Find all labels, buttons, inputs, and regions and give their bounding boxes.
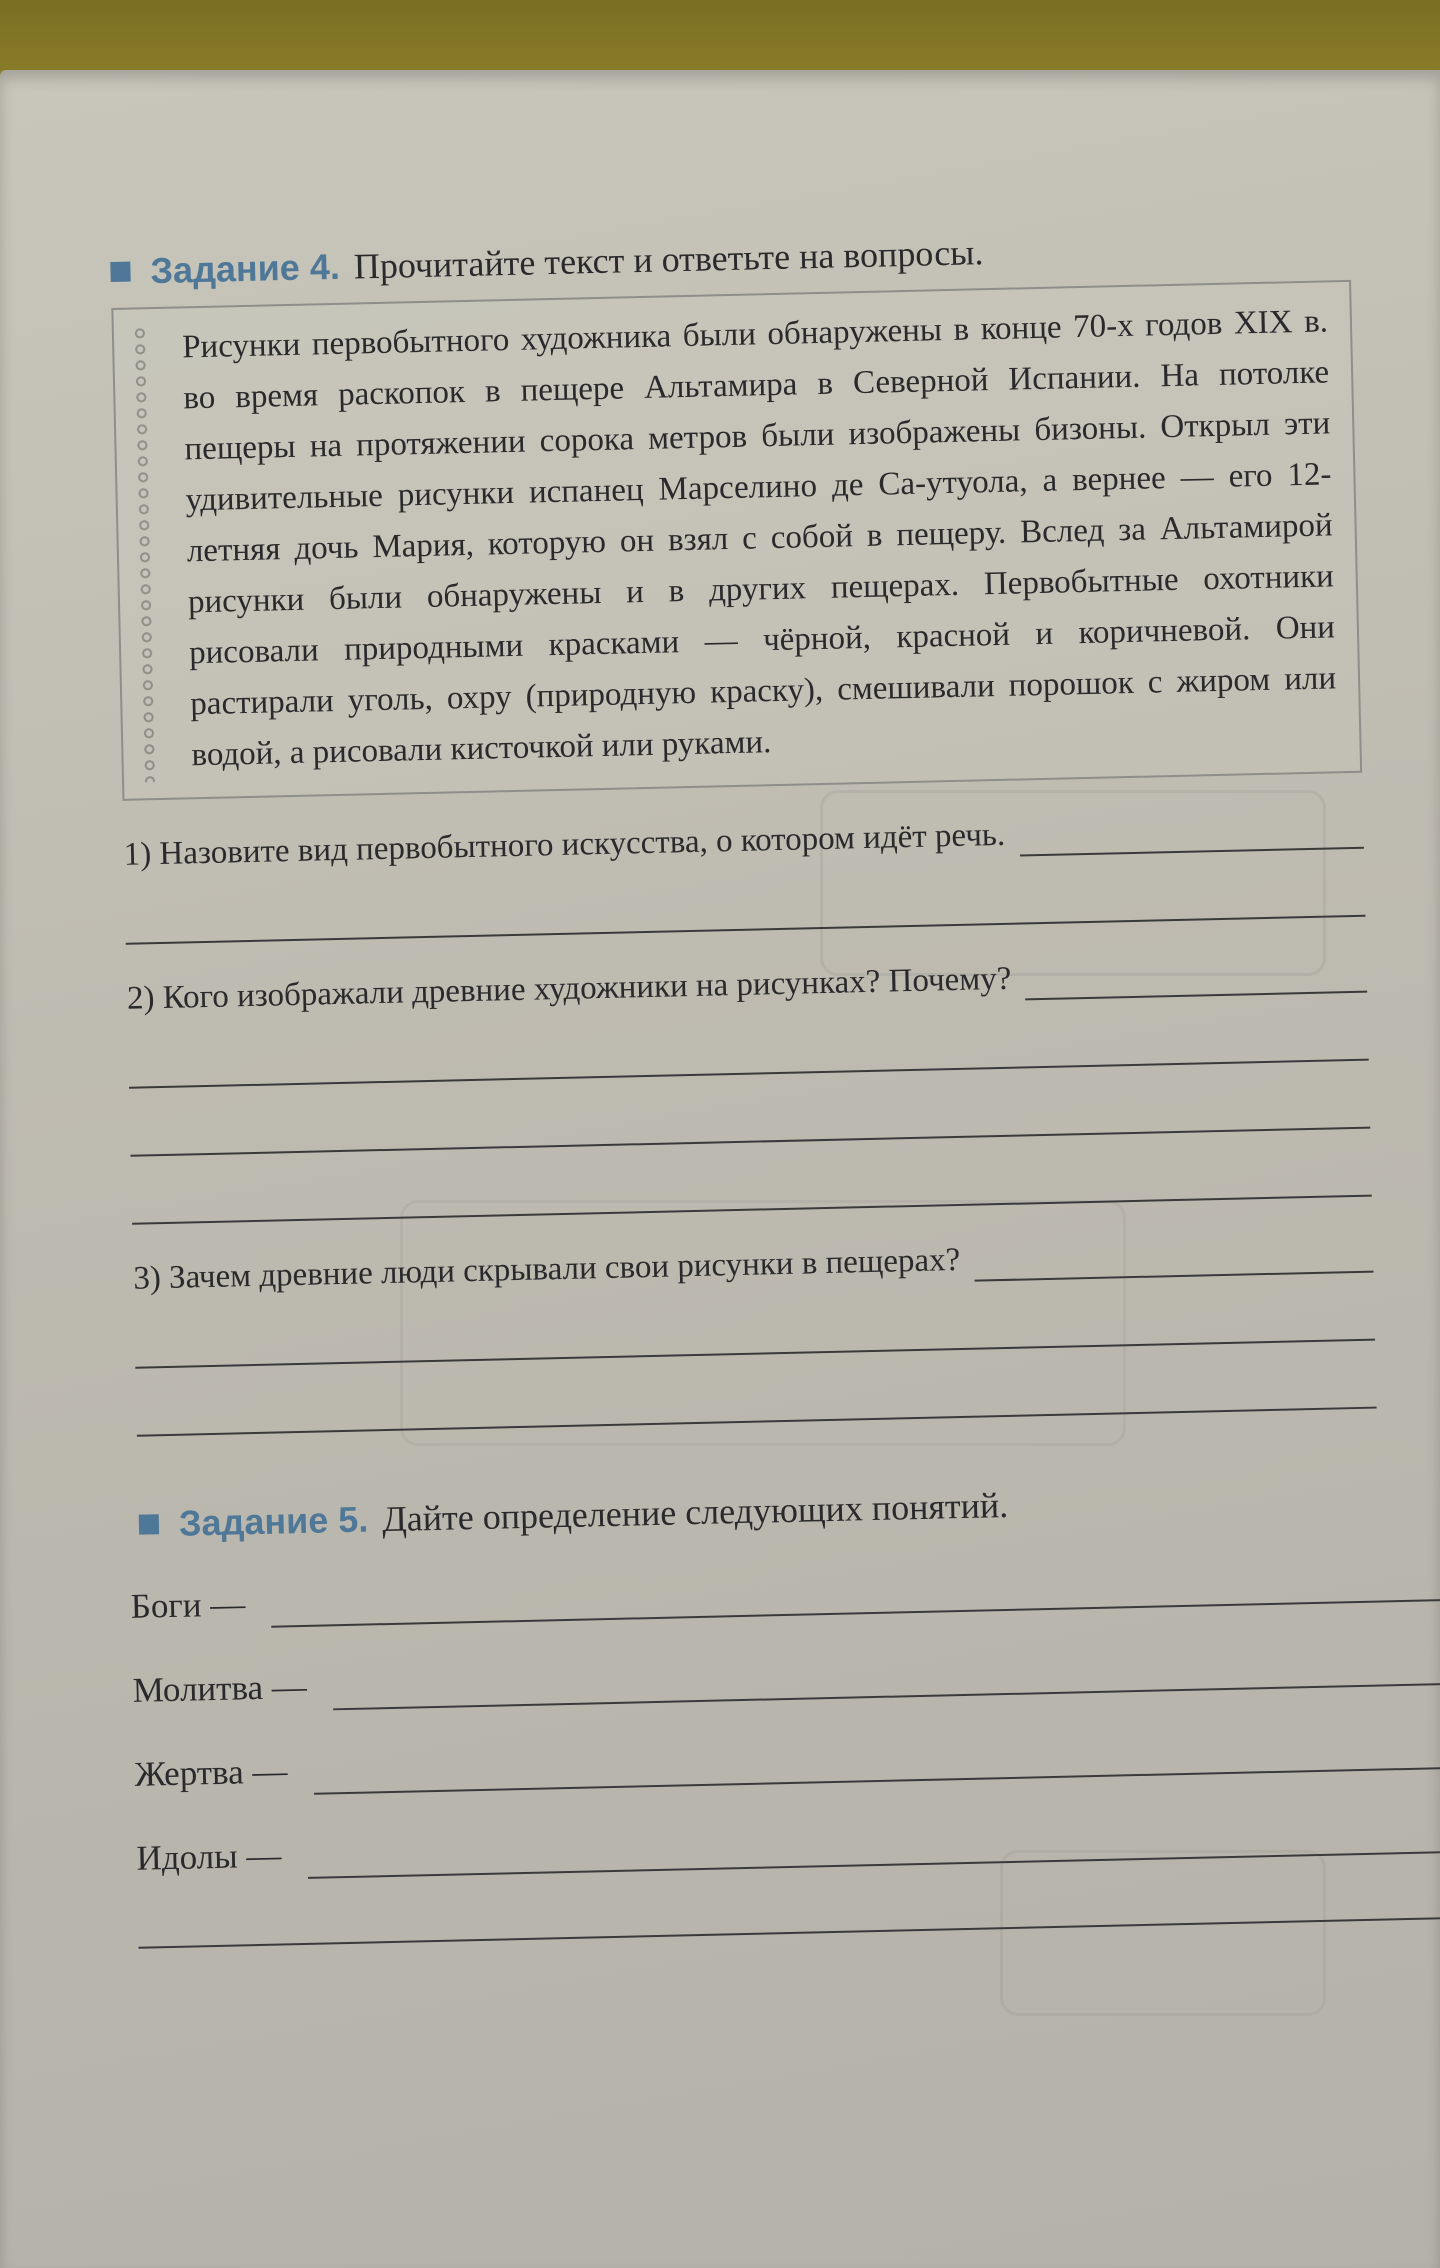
reading-text-box xyxy=(111,280,1362,801)
question-text: 2) Кого изображали древние художники на рисунках? Почему? xyxy=(126,960,1012,1017)
square-bullet-icon xyxy=(139,1514,159,1534)
page-content xyxy=(110,221,1438,1949)
term-label: Жертва — xyxy=(134,1751,288,1794)
question-text: 3) Зачем древние люди скрывали свои рисунки в пещерах? xyxy=(132,1241,961,1297)
definition-row xyxy=(130,1553,1440,1631)
definition-line[interactable] xyxy=(333,1653,1440,1710)
square-bullet-icon xyxy=(110,262,130,282)
task4-label: Задание 4. xyxy=(150,245,341,292)
task5-label: Задание 5. xyxy=(178,1498,369,1544)
term-label: Боги — xyxy=(130,1584,246,1626)
task5-heading xyxy=(138,1473,1429,1546)
question-text: 1) Назовите вид первобытного искусства, о котором идёт речь. xyxy=(123,816,1006,873)
task4-instruction: Прочитайте текст и ответьте на вопросы. xyxy=(353,232,984,287)
reading-text: Рисунки первобытного художника были обнаружены в конце 70-х годов XIX в. во время раскопок в пещере Альтамира в Северной Испании. На потолке пещеры на протяжении сорока метров были изображены бизоны. Открыл эти удивительные рисунки испанец Марселино де Са-утуола, а вернее — его 12-летняя дочь Мария, которую он взял с собой в пещеру. Вслед за Альтамирой рисунки были обнаружены и в других пещерах. Первобытные охотники рисовали природными красками — чёрной, красной и коричневой. Они растирали уголь, охру (природную краску), смешивали порошок с жиром или водой, а рисовали кисточкой или руками. xyxy=(181,303,1337,774)
dotted-border-icon xyxy=(132,325,158,782)
question-2 xyxy=(126,948,1421,1225)
term-label: Идолы — xyxy=(136,1835,282,1878)
question-1 xyxy=(123,804,1415,945)
task5-instruction: Дайте определение следующих понятий. xyxy=(381,1484,1009,1540)
definition-line[interactable] xyxy=(313,1737,1440,1795)
definition-row xyxy=(132,1637,1440,1715)
definition-row xyxy=(134,1721,1440,1799)
definition-line[interactable] xyxy=(271,1569,1440,1628)
term-label: Молитва — xyxy=(132,1666,308,1710)
question-3 xyxy=(133,1227,1427,1436)
